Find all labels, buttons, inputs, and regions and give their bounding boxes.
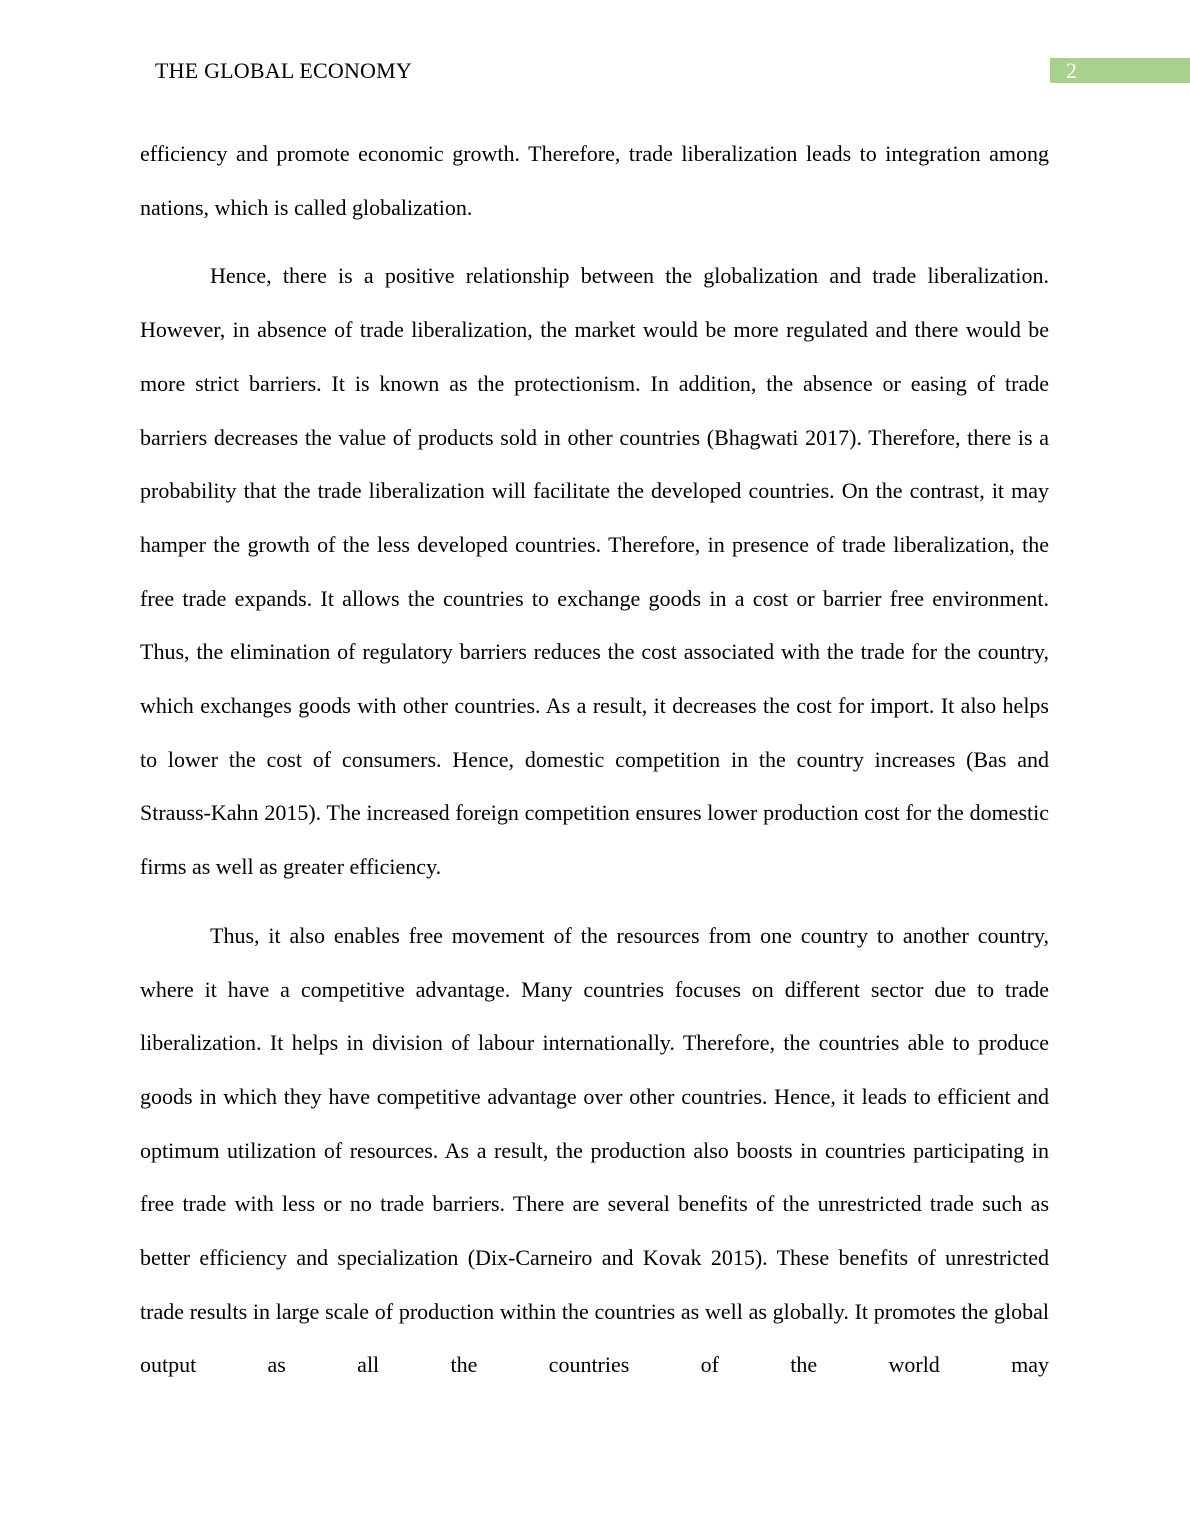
document-body xyxy=(140,127,1049,1407)
page-number: 2 xyxy=(1066,58,1077,83)
paragraph-trade-liberalization: Hence, there is a positive relationship between the globalization and trade liberalization. However, in absence of trade liberalization, the market would be more regulated and there would be more strict barriers. It is known as the protectionism. In addition, the absence or easing of trade barriers decreases the value of products sold in other countries (Bhagwati 2017). Therefore, there is a probability that the trade liberalization will facilitate the developed countries. On the contrast, it may hamper the growth of the less developed countries. Therefore, in presence of trade liberalization, the free trade expands. It allows the countries to exchange goods in a cost or barrier free environment. Thus, the elimination of regulatory barriers reduces the cost associated with the trade for the country, which exchanges goods with other countries. As a result, it decreases the cost for import. It also helps to lower the cost of consumers. Hence, domestic competition in the country increases (Bas and Strauss-Kahn 2015). The increased foreign competition ensures lower production cost for the domestic firms as well as greater efficiency. xyxy=(140,263,1049,880)
paragraph-continuation: efficiency and promote economic growth. Therefore, trade liberalization leads to integration among nations, which is called globalization. xyxy=(140,141,1049,220)
page-number-bar xyxy=(1050,58,1190,83)
running-head: THE GLOBAL ECONOMY xyxy=(155,58,412,83)
paragraph-free-movement: Thus, it also enables free movement of the resources from one country to another country, where it have a competitive advantage. Many countries focuses on different sector due to trade liberalization. It helps in division of labour internationally. Therefore, the countries able to produce goods in which they have competitive advantage over other countries. Hence, it leads to efficient and optimum utilization of resources. As a result, the production also boosts in countries participating in free trade with less or no trade barriers. There are several benefits of the unrestricted trade such as better efficiency and specialization (Dix-Carneiro and Kovak 2015). These benefits of unrestricted trade results in large scale of production within the countries as well as globally. It promotes the global output as all the countries of the world may xyxy=(140,922,1049,1378)
